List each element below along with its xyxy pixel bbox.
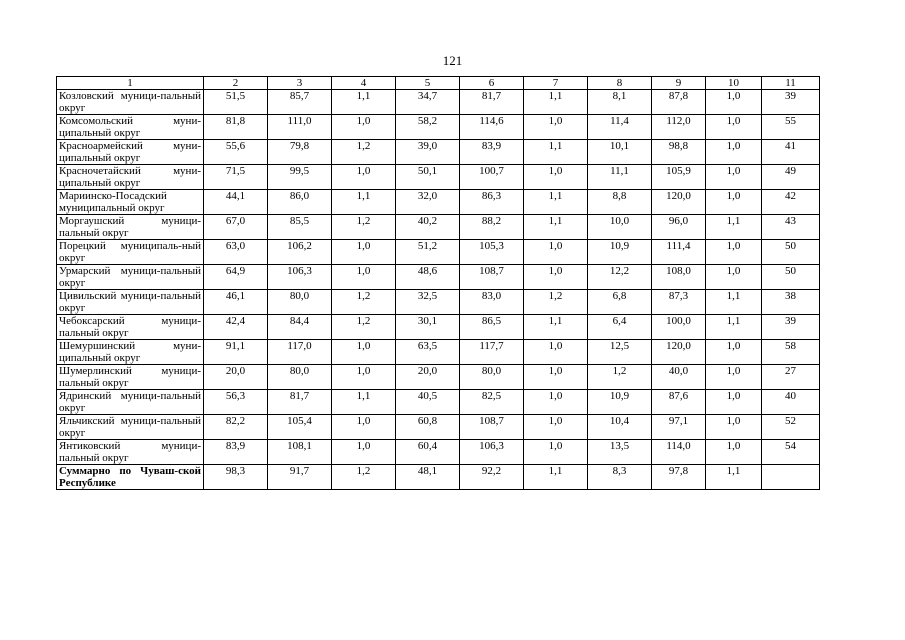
value-cell: 1,0 <box>706 440 762 465</box>
value-cell: 55 <box>762 115 820 140</box>
district-name: Шемуршинский муни-ципальный округ <box>57 340 204 365</box>
value-cell: 80,0 <box>460 365 524 390</box>
column-number-4: 4 <box>332 77 396 90</box>
value-cell: 111,0 <box>268 115 332 140</box>
value-cell: 120,0 <box>652 340 706 365</box>
value-cell: 11,1 <box>588 165 652 190</box>
value-cell: 1,0 <box>524 265 588 290</box>
value-cell: 10,9 <box>588 390 652 415</box>
value-cell: 56,3 <box>204 390 268 415</box>
value-cell: 1,0 <box>524 340 588 365</box>
value-cell: 1,0 <box>706 140 762 165</box>
value-cell: 43 <box>762 215 820 240</box>
district-name: Моргаушский муници-пальный округ <box>57 215 204 240</box>
column-number-2: 2 <box>204 77 268 90</box>
value-cell: 86,0 <box>268 190 332 215</box>
value-cell: 81,8 <box>204 115 268 140</box>
value-cell: 10,4 <box>588 415 652 440</box>
column-number-10: 10 <box>706 77 762 90</box>
district-name: Яльчикский муници-пальный округ <box>57 415 204 440</box>
table-row <box>57 140 820 165</box>
table-row <box>57 90 820 115</box>
value-cell: 1,0 <box>706 165 762 190</box>
value-cell: 1,1 <box>706 290 762 315</box>
table-row <box>57 290 820 315</box>
value-cell: 32,0 <box>396 190 460 215</box>
value-cell: 8,3 <box>588 465 652 490</box>
value-cell: 12,2 <box>588 265 652 290</box>
table-row <box>57 340 820 365</box>
value-cell: 120,0 <box>652 190 706 215</box>
value-cell: 82,2 <box>204 415 268 440</box>
district-name: Комсомольский муни-ципальный округ <box>57 115 204 140</box>
value-cell: 1,1 <box>706 465 762 490</box>
value-cell: 48,1 <box>396 465 460 490</box>
value-cell: 1,1 <box>524 90 588 115</box>
value-cell: 1,0 <box>524 240 588 265</box>
value-cell: 51,5 <box>204 90 268 115</box>
value-cell: 8,8 <box>588 190 652 215</box>
value-cell: 83,9 <box>204 440 268 465</box>
value-cell: 1,0 <box>706 240 762 265</box>
value-cell: 10,9 <box>588 240 652 265</box>
table-row <box>57 440 820 465</box>
value-cell: 1,0 <box>332 340 396 365</box>
value-cell: 27 <box>762 365 820 390</box>
data-table <box>56 76 820 490</box>
table-row <box>57 115 820 140</box>
value-cell: 10,0 <box>588 215 652 240</box>
value-cell: 1,1 <box>524 315 588 340</box>
value-cell: 1,1 <box>524 190 588 215</box>
value-cell: 1,2 <box>588 365 652 390</box>
value-cell: 80,0 <box>268 365 332 390</box>
value-cell: 20,0 <box>204 365 268 390</box>
value-cell: 1,0 <box>706 340 762 365</box>
value-cell: 1,1 <box>524 215 588 240</box>
value-cell: 1,2 <box>332 290 396 315</box>
value-cell: 1,0 <box>332 265 396 290</box>
value-cell: 64,9 <box>204 265 268 290</box>
table-row <box>57 190 820 215</box>
column-number-7: 7 <box>524 77 588 90</box>
value-cell: 38 <box>762 290 820 315</box>
value-cell: 99,5 <box>268 165 332 190</box>
page-number: 121 <box>442 53 463 68</box>
value-cell: 86,3 <box>460 190 524 215</box>
value-cell: 108,7 <box>460 265 524 290</box>
column-number-1: 1 <box>57 77 204 90</box>
value-cell: 1,0 <box>524 365 588 390</box>
value-cell: 97,8 <box>652 465 706 490</box>
value-cell: 58 <box>762 340 820 365</box>
value-cell: 32,5 <box>396 290 460 315</box>
value-cell: 1,0 <box>332 115 396 140</box>
value-cell: 79,8 <box>268 140 332 165</box>
district-name: Козловский муници-пальный округ <box>57 90 204 115</box>
value-cell: 1,2 <box>332 215 396 240</box>
value-cell: 39,0 <box>396 140 460 165</box>
value-cell: 114,0 <box>652 440 706 465</box>
district-name: Цивильский муници-пальный округ <box>57 290 204 315</box>
value-cell: 60,4 <box>396 440 460 465</box>
value-cell: 86,5 <box>460 315 524 340</box>
value-cell: 106,3 <box>460 440 524 465</box>
district-name: Суммарно по Чуваш-ской Республике <box>57 465 204 490</box>
value-cell: 49 <box>762 165 820 190</box>
value-cell: 40,5 <box>396 390 460 415</box>
value-cell: 87,8 <box>652 90 706 115</box>
value-cell: 63,5 <box>396 340 460 365</box>
value-cell: 63,0 <box>204 240 268 265</box>
value-cell: 83,9 <box>460 140 524 165</box>
column-number-9: 9 <box>652 77 706 90</box>
value-cell: 117,7 <box>460 340 524 365</box>
value-cell: 112,0 <box>652 115 706 140</box>
value-cell: 1,2 <box>332 315 396 340</box>
value-cell: 1,0 <box>706 415 762 440</box>
value-cell: 105,4 <box>268 415 332 440</box>
value-cell: 34,7 <box>396 90 460 115</box>
value-cell: 81,7 <box>268 390 332 415</box>
value-cell: 30,1 <box>396 315 460 340</box>
value-cell: 83,0 <box>460 290 524 315</box>
value-cell: 117,0 <box>268 340 332 365</box>
value-cell: 1,0 <box>332 240 396 265</box>
value-cell: 52 <box>762 415 820 440</box>
table-header-row <box>57 77 820 90</box>
value-cell: 1,1 <box>332 390 396 415</box>
value-cell: 48,6 <box>396 265 460 290</box>
value-cell: 42,4 <box>204 315 268 340</box>
district-name: Шумерлинский муници-пальный округ <box>57 365 204 390</box>
value-cell: 51,2 <box>396 240 460 265</box>
column-number-5: 5 <box>396 77 460 90</box>
value-cell: 12,5 <box>588 340 652 365</box>
value-cell: 1,0 <box>332 440 396 465</box>
value-cell: 6,8 <box>588 290 652 315</box>
table-row <box>57 240 820 265</box>
value-cell: 46,1 <box>204 290 268 315</box>
value-cell: 39 <box>762 90 820 115</box>
value-cell: 105,9 <box>652 165 706 190</box>
value-cell: 81,7 <box>460 90 524 115</box>
value-cell: 98,8 <box>652 140 706 165</box>
value-cell: 50 <box>762 265 820 290</box>
value-cell: 71,5 <box>204 165 268 190</box>
value-cell: 1,0 <box>706 115 762 140</box>
district-name: Янтиковский муници-пальный округ <box>57 440 204 465</box>
value-cell: 40,2 <box>396 215 460 240</box>
value-cell: 1,0 <box>332 165 396 190</box>
value-cell: 1,2 <box>332 465 396 490</box>
district-name: Ядринский муници-пальный округ <box>57 390 204 415</box>
value-cell: 20,0 <box>396 365 460 390</box>
value-cell: 85,5 <box>268 215 332 240</box>
district-name: Красноармейский муни-ципальный округ <box>57 140 204 165</box>
value-cell: 91,1 <box>204 340 268 365</box>
value-cell: 60,8 <box>396 415 460 440</box>
value-cell: 50,1 <box>396 165 460 190</box>
column-number-11: 11 <box>762 77 820 90</box>
value-cell: 1,1 <box>332 190 396 215</box>
table-row <box>57 215 820 240</box>
value-cell: 1,0 <box>332 415 396 440</box>
column-number-6: 6 <box>460 77 524 90</box>
value-cell: 50 <box>762 240 820 265</box>
value-cell: 1,0 <box>706 265 762 290</box>
value-cell: 1,1 <box>332 90 396 115</box>
value-cell: 106,3 <box>268 265 332 290</box>
value-cell: 41 <box>762 140 820 165</box>
table-row <box>57 365 820 390</box>
value-cell: 91,7 <box>268 465 332 490</box>
value-cell: 1,0 <box>524 440 588 465</box>
value-cell: 44,1 <box>204 190 268 215</box>
value-cell: 1,2 <box>332 140 396 165</box>
value-cell: 106,2 <box>268 240 332 265</box>
value-cell: 1,1 <box>524 140 588 165</box>
value-cell: 1,0 <box>706 365 762 390</box>
value-cell <box>762 465 820 490</box>
value-cell: 13,5 <box>588 440 652 465</box>
value-cell: 1,0 <box>332 365 396 390</box>
value-cell: 100,0 <box>652 315 706 340</box>
total-row <box>57 465 820 490</box>
district-name: Порецкий муниципаль-ный округ <box>57 240 204 265</box>
value-cell: 88,2 <box>460 215 524 240</box>
value-cell: 67,0 <box>204 215 268 240</box>
value-cell: 1,1 <box>706 315 762 340</box>
table-row <box>57 415 820 440</box>
value-cell: 82,5 <box>460 390 524 415</box>
value-cell: 85,7 <box>268 90 332 115</box>
value-cell: 6,4 <box>588 315 652 340</box>
value-cell: 1,0 <box>706 190 762 215</box>
value-cell: 96,0 <box>652 215 706 240</box>
column-number-3: 3 <box>268 77 332 90</box>
value-cell: 1,0 <box>524 115 588 140</box>
value-cell: 97,1 <box>652 415 706 440</box>
value-cell: 84,4 <box>268 315 332 340</box>
table-row <box>57 165 820 190</box>
value-cell: 1,2 <box>524 290 588 315</box>
district-name: Красночетайский муни-ципальный округ <box>57 165 204 190</box>
value-cell: 98,3 <box>204 465 268 490</box>
value-cell: 55,6 <box>204 140 268 165</box>
value-cell: 114,6 <box>460 115 524 140</box>
value-cell: 40,0 <box>652 365 706 390</box>
value-cell: 8,1 <box>588 90 652 115</box>
value-cell: 108,0 <box>652 265 706 290</box>
value-cell: 1,1 <box>524 465 588 490</box>
column-number-8: 8 <box>588 77 652 90</box>
value-cell: 1,0 <box>706 90 762 115</box>
table-row <box>57 265 820 290</box>
value-cell: 87,3 <box>652 290 706 315</box>
value-cell: 100,7 <box>460 165 524 190</box>
district-name: Урмарский муници-пальный округ <box>57 265 204 290</box>
value-cell: 1,1 <box>706 215 762 240</box>
table-row <box>57 390 820 415</box>
value-cell: 105,3 <box>460 240 524 265</box>
value-cell: 108,1 <box>268 440 332 465</box>
value-cell: 39 <box>762 315 820 340</box>
value-cell: 10,1 <box>588 140 652 165</box>
value-cell: 92,2 <box>460 465 524 490</box>
district-name: Мариинско-Посадский муниципальный округ <box>57 190 204 215</box>
value-cell: 1,0 <box>524 415 588 440</box>
value-cell: 1,0 <box>524 165 588 190</box>
value-cell: 42 <box>762 190 820 215</box>
value-cell: 11,4 <box>588 115 652 140</box>
value-cell: 1,0 <box>524 390 588 415</box>
value-cell: 40 <box>762 390 820 415</box>
value-cell: 87,6 <box>652 390 706 415</box>
district-name: Чебоксарский муници-пальный округ <box>57 315 204 340</box>
value-cell: 111,4 <box>652 240 706 265</box>
table-row <box>57 315 820 340</box>
value-cell: 54 <box>762 440 820 465</box>
value-cell: 80,0 <box>268 290 332 315</box>
value-cell: 58,2 <box>396 115 460 140</box>
value-cell: 108,7 <box>460 415 524 440</box>
value-cell: 1,0 <box>706 390 762 415</box>
